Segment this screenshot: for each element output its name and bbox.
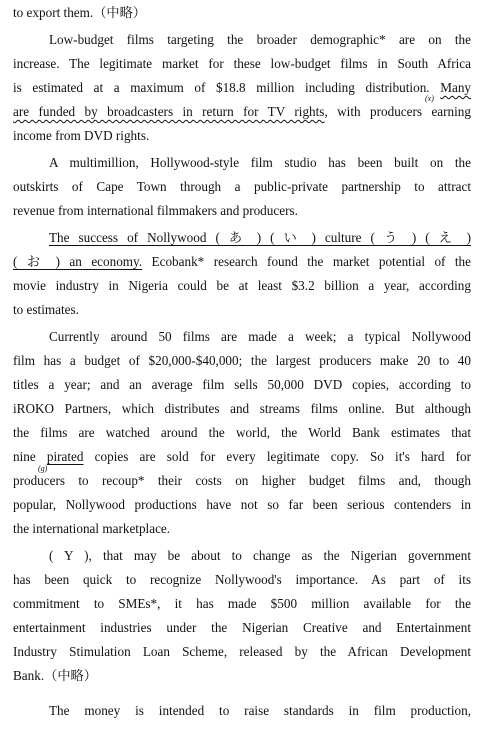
- text-segment: , with producers earning: [324, 104, 471, 119]
- underlined-sentence: The success of Nollywood ( あ ) ( い ) culture ( う ) ( え ): [49, 230, 471, 245]
- text-line: Industry Stimulation Loan Scheme, released by the African Development: [13, 644, 471, 659]
- text-line: entertainment industries under the Nigerian Creative and Entertainment: [13, 620, 471, 635]
- text-line: producers to recoup* their costs on higher budget films and, though: [13, 473, 471, 488]
- text-line: Currently around 50 films are made a week; a typical Nollywood: [49, 329, 471, 344]
- text-segment: nine: [13, 449, 36, 464]
- text-line: has been quick to recognize Nollywood's importance. As part of its: [13, 572, 471, 587]
- text-line: ( Y ), that may be about to change as the Nigerian government: [49, 548, 471, 563]
- text-line: [13, 79, 471, 96]
- marker-g: (g): [38, 464, 48, 473]
- text-line: [13, 448, 471, 465]
- text-line: popular, Nollywood productions have not so far been serious contenders in: [13, 497, 471, 512]
- text-line: commitment to SMEs*, it has made $500 million available for the: [13, 596, 471, 611]
- text-line: to estimates.: [13, 302, 79, 317]
- text-line: Low-budget films targeting the broader demographic* are on the: [49, 32, 471, 47]
- text-line: to export them.（中略）: [13, 5, 146, 20]
- text-line: A multimillion, Hollywood-style film studio has been built on the: [49, 155, 471, 170]
- text-line: The money is intended to raise standards in film production,: [49, 703, 471, 718]
- text-line: [13, 103, 471, 120]
- text-line: movie industry in Nigeria could be at least $3.2 billion a year, according: [13, 278, 471, 293]
- marker-x: (x): [425, 94, 434, 103]
- text-line: the international marketplace.: [13, 521, 171, 536]
- text-line: income from DVD rights.: [13, 128, 150, 143]
- text-segment: Ecobank* research found the market potential of the: [142, 254, 471, 269]
- text-line: revenue from international filmmakers and producers.: [13, 203, 298, 218]
- text-line: [13, 253, 471, 270]
- text-line: the films are watched around the world, the World Bank estimates that: [13, 425, 471, 440]
- text-line: Bank.（中略）: [13, 668, 97, 683]
- underlined-phrase-x: Many: [440, 80, 472, 95]
- text-line: increase. The legitimate market for these low-budget films in South Africa: [13, 56, 471, 71]
- underlined-sentence: ( お ) an economy.: [13, 254, 143, 269]
- text-segment: copies are sold for every legitimate copy. So it's hard for: [83, 449, 472, 464]
- text-line: [13, 229, 471, 246]
- underlined-phrase-x: are funded by broadcasters in return for TV rights: [13, 104, 325, 119]
- underlined-word-g: pirated: [46, 449, 84, 464]
- text-segment: is estimated at a maximum of $18.8 million including distribution.: [13, 80, 430, 95]
- text-line: iROKO Partners, which distributes and streams films online. But although: [13, 401, 471, 416]
- text-line: titles a year; and an average film sells 50,000 DVD copies, according to: [13, 377, 471, 392]
- text-line: film has a budget of $20,000-$40,000; the largest producers make 20 to 40: [13, 353, 471, 368]
- text-line: outskirts of Cape Town through a public-private partnership to attract: [13, 179, 471, 194]
